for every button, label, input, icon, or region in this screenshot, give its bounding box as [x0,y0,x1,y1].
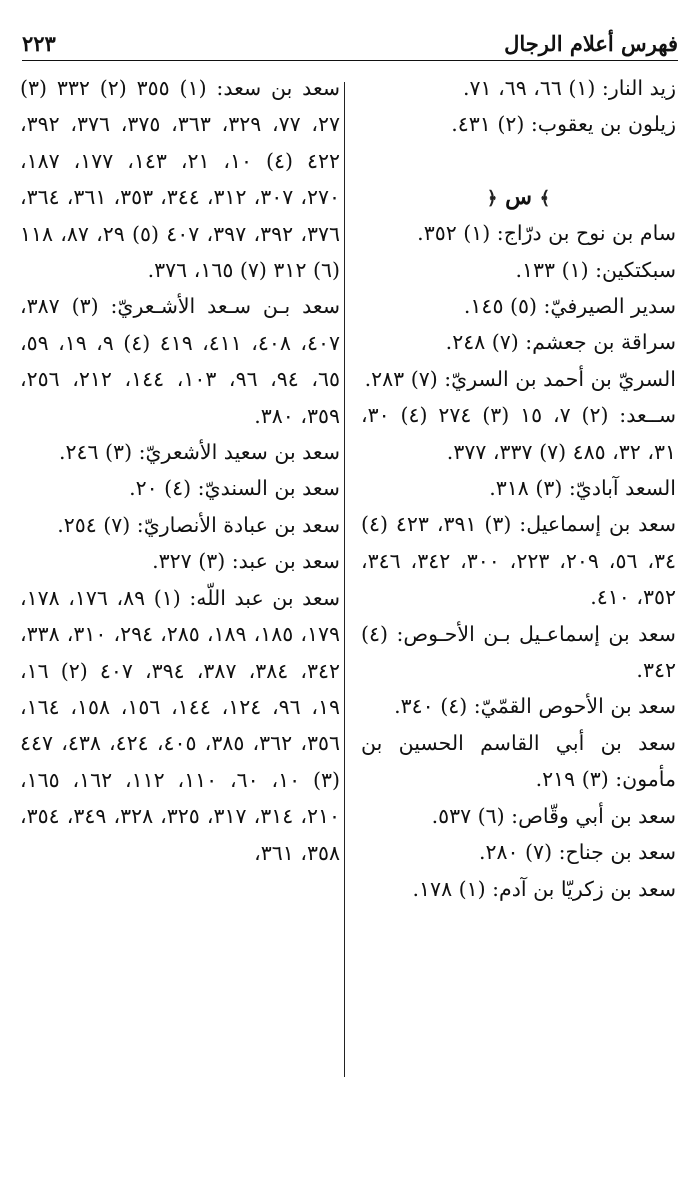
index-entry: سعد بن عبد اللّه: (١) ٨٩، ١٧٦، ١٧٨، ١٧٩، ١٨٥، ١٨٩، ٢٨٥، ٢٩٤، ٣١٠، ٣٣٨، ٣٤٢، ٣٨٤، ٣٨٧، ٣٩٤، ٤٠٧ (٢) ١٦، ١٩، ٩٦، ١٢٤، ١٤٤، ١٥٦، ١٥٨، ١٦٤، ٣٥٦، ٣٦٢، ٣٨٥، ٤٠٥، ٤٢٤، ٤٣٨، ٤٤٧ (٣) ١٠، ٦٠، ١١٠، ١١٢، ١٦٢، ١٦٥، ٢١٠، ٣١٤، ٣١٧، ٣٢٥، ٣٢٨، ٣٤٩، ٣٥٤، ٣٥٨، ٣٦١، [20,585,341,865]
index-entry: سعد بن عبادة الأنصاريّ: (٧) ٢٥٤. [57,512,340,537]
index-entry: سعد بن إسماعـيل بـن الأحـوص: (٤) ٣٤٢. [361,621,676,683]
index-entry: سعد بن الأحوص القمّيّ: (٤) ٣٤٠. [394,694,676,719]
index-entry: سعد بن عبد: (٣) ٣٢٧. [152,549,340,574]
index-entry: سعد بن السنديّ: (٤) ٢٠. [129,476,340,501]
ornament-left-icon: ﴿ [486,187,498,209]
index-entry: السريّ بن أحمد بن السريّ: (٧) ٢٨٣. [364,366,676,391]
ornament-right-icon: ﴾ [539,187,551,209]
index-entry: سعد بن أبي وقّاص: (٦) ٥٣٧. [431,803,676,828]
left-column [20,70,340,871]
index-entry: سام بن نوح بن درّاج: (١) ٣٥٢. [417,221,676,246]
index-entry: سدير الصيرفيّ: (٥) ١٤٥. [463,294,676,319]
index-entry: زيد النار: (١) ٦٦، ٦٩، ٧١. [462,76,676,100]
index-entry: سبكتكين: (١) ١٣٣. [515,257,676,282]
page-number: ٢٢٣ [22,30,56,56]
column-divider [344,82,345,1077]
right-column [361,70,676,907]
running-title: فهرس أعلام الرجال [504,30,678,56]
index-entry: سعد بن جناح: (٧) ٢٨٠. [478,840,676,865]
section-heading [361,179,676,215]
index-entry: ســعد: (٢) ٧، ١٥ (٣) ٢٧٤ (٤) ٣٠، ٣١، ٣٢، ٤٨٥ (٧) ٣٣٧، ٣٧٧. [361,403,677,464]
page-header [22,26,678,61]
index-entry: السعد آباديّ: (٣) ٣١٨. [489,476,676,501]
section-letter: س [505,183,532,210]
index-entry: سعد بن زكريّا بن آدم: (١) ١٧٨. [412,876,676,901]
index-entry: سعد بـن سـعد الأشـعريّ: (٣) ٣٨٧، ٤٠٧، ٤٠٨، ٤١١، ٤١٩ (٤) ٩، ١٩، ٥٩، ٦٥، ٩٤، ٩٦، ١٠٣، ١٤٤، ٢١٢، ٢٥٦، ٣٥٩، ٣٨٠. [20,294,341,428]
index-entry: سعد بن إسماعيل: (٣) ٣٩١، ٤٢٣ (٤) ٣٤، ٥٦، ٢٠٩، ٢٢٣، ٣٠٠، ٣٤٢، ٣٤٦، ٣٥٢، ٤١٠. [361,512,677,610]
index-entry: سراقة بن جعشم: (٧) ٢٤٨. [445,330,676,355]
index-entry: سعد بن سعد: (١) ٣٥٥ (٢) ٣٣٢ (٣) ٢٧، ٧٧، ٣٢٩، ٣٦٣، ٣٧٥، ٣٧٦، ٣٩٢، ٤٢٢ (٤) ١٠، ٢١، ١٤٣، ١٧٧، ١٨٧، ٢٧٠، ٣٠٧، ٣١٢، ٣٤٤، ٣٥٣، ٣٦١، ٣٦٤، ٣٧٦، ٣٩٢، ٣٩٧، ٤٠٧ (٥) ٢٩، ٨٧، ١١٨ (٦) ٣١٢ (٧) ١٦٥، ٣٧٦. [20,76,341,283]
index-entry: سعد بن سعيد الأشعريّ: (٣) ٢٤٦. [58,440,340,465]
index-entry: زيلون بن يعقوب: (٢) ٤٣١. [451,112,676,137]
index-entry: سعد بن أبي القاسم الحسين بن مأمون: (٣) ٢١٩. [361,730,676,792]
